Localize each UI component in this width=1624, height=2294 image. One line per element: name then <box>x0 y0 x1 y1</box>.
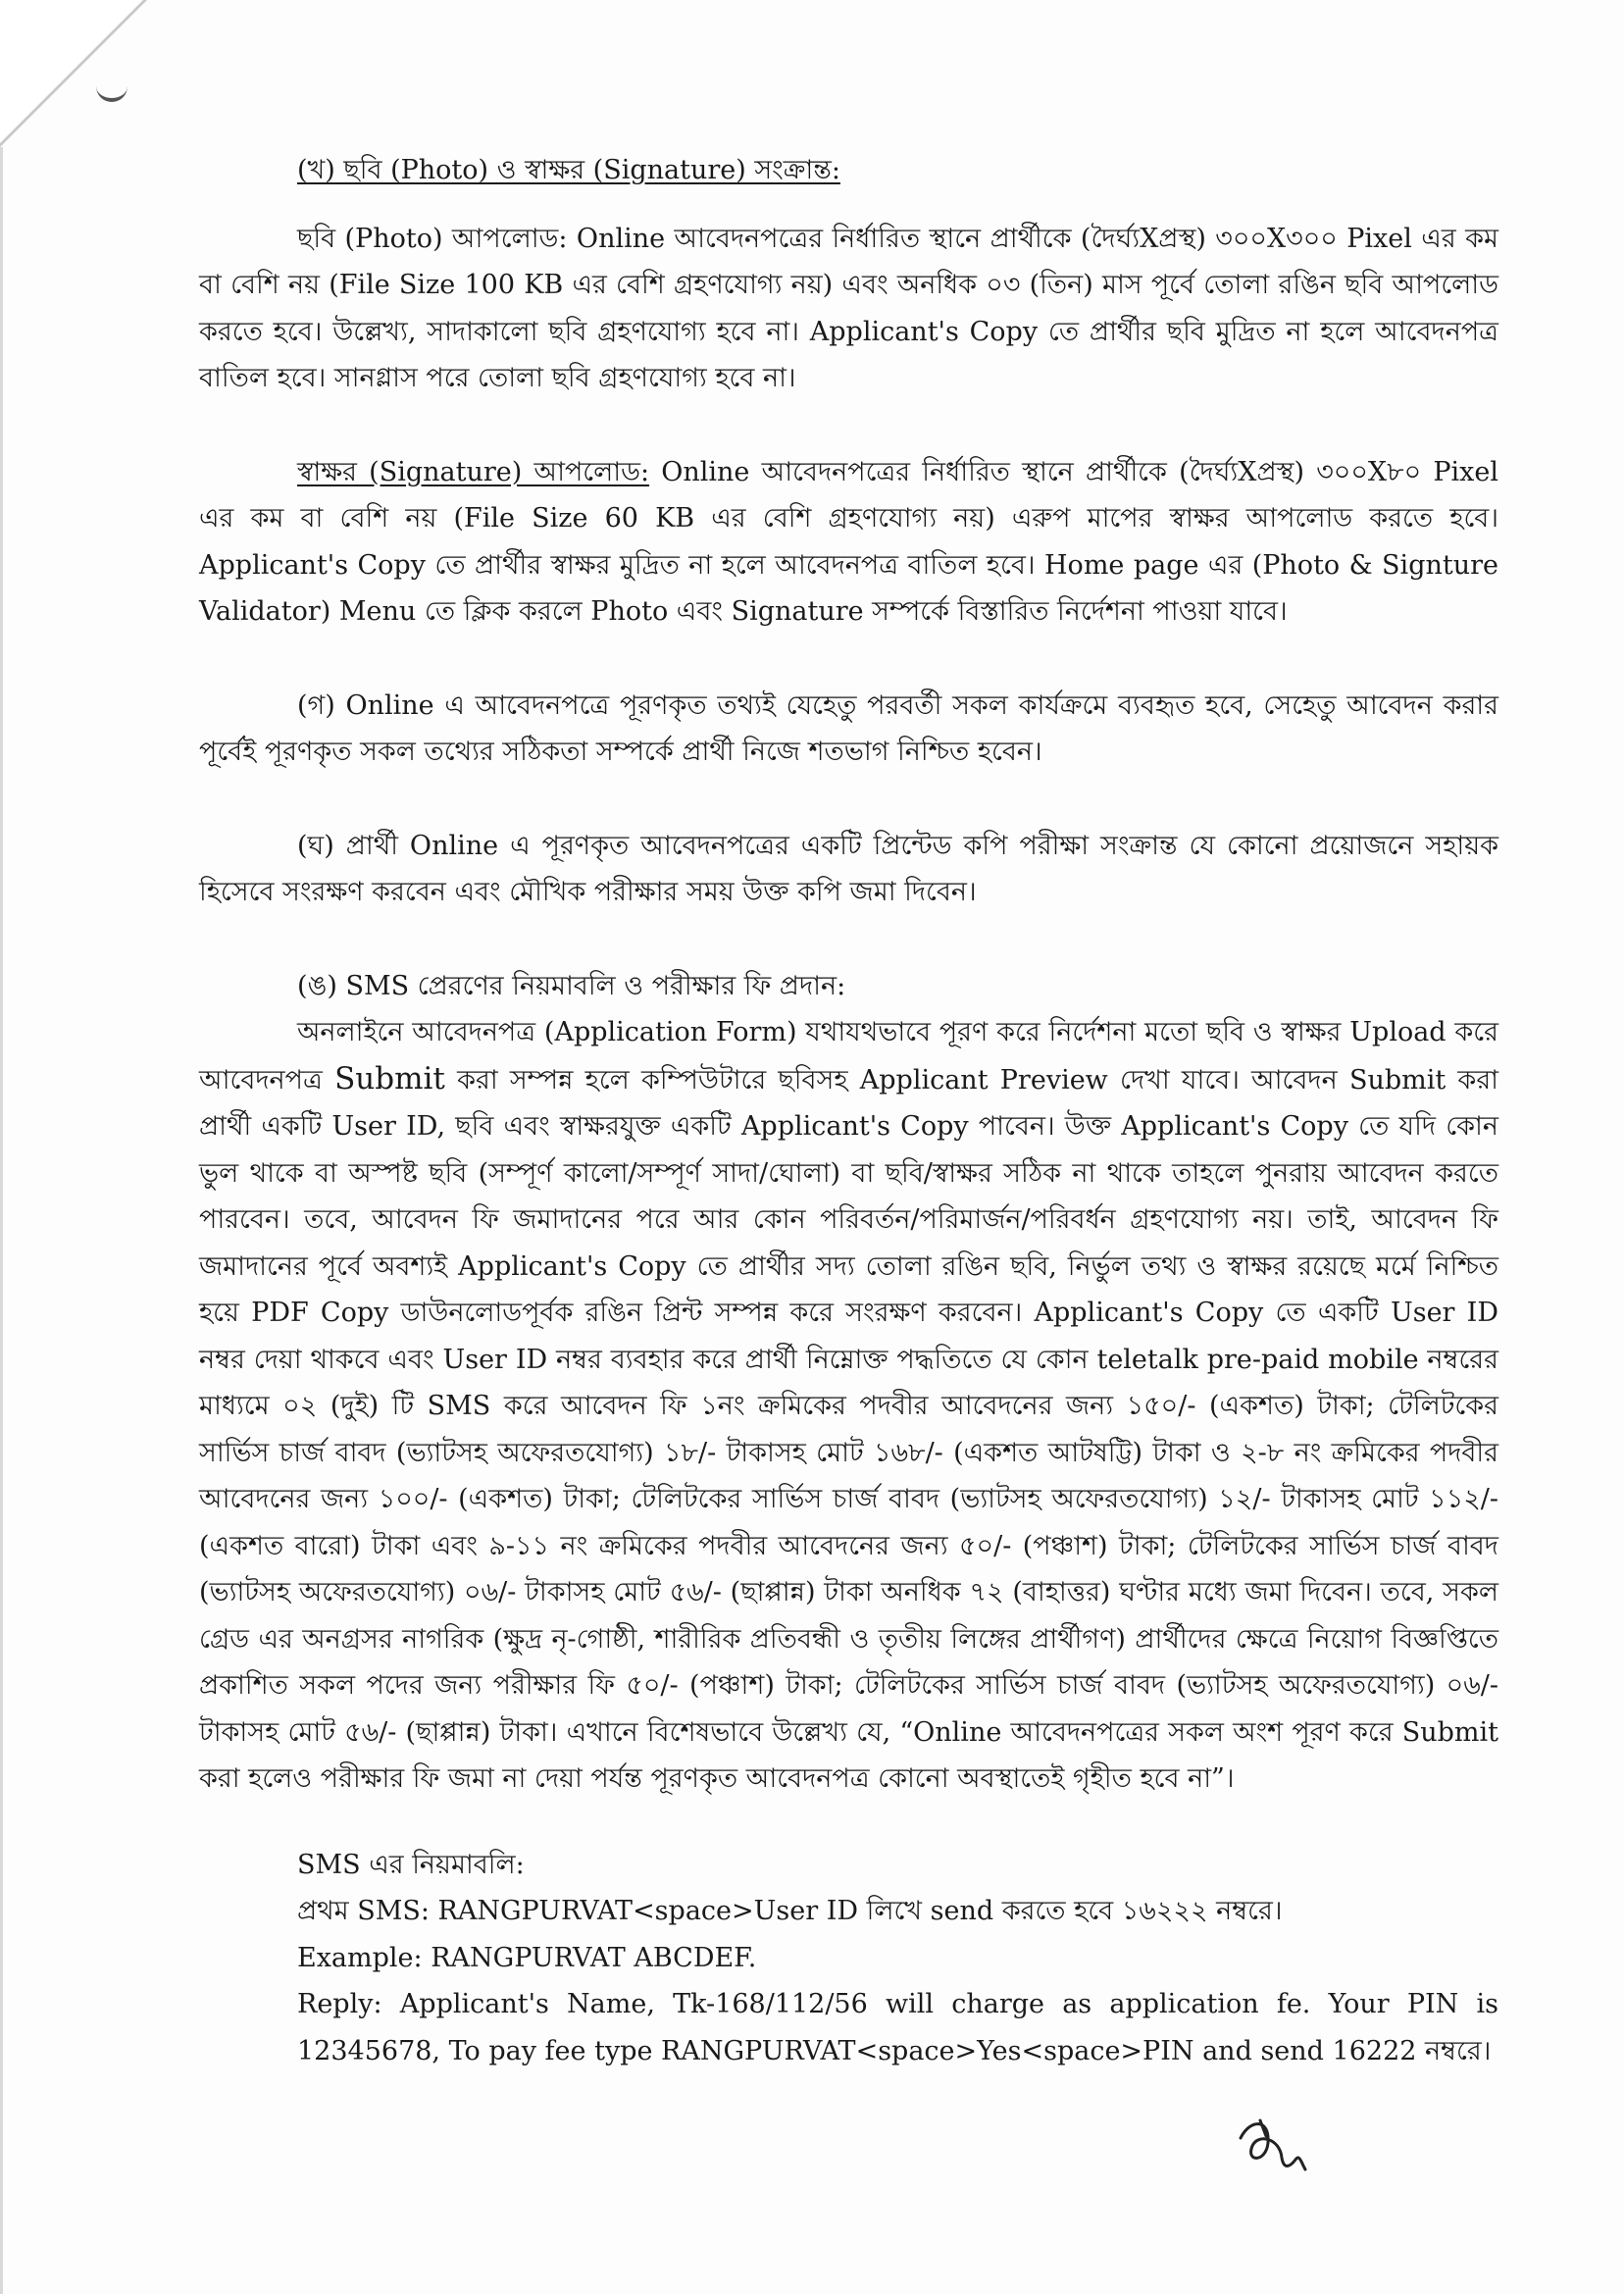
section-uma-body <box>199 1009 1498 1803</box>
document-body <box>199 147 1498 2074</box>
sms-rules-heading: SMS এর নিয়মাবলি: <box>297 1849 525 1880</box>
section-uma-heading: (ঙ) SMS প্রেরণের নিয়মাবলি ও পরীক্ষার ফি প্রদান: <box>297 970 846 1001</box>
page-corner-fold-inner <box>0 0 143 143</box>
signature-upload-text: Online আবেদনপত্রের নির্ধারিত স্থানে প্রার্থীকে (দৈর্ঘ্যXপ্রস্থ) ৩০০X৮০ Pixel এর কম বা বেশি নয় (File Size 60 KB এর বেশি গ্রহণযোগ্য নয়) এরুপ মাপের স্বাক্ষর আপলোড করতে হবে। Applicant's Copy তে প্রার্থীর স্বাক্ষর মুদ্রিত না হলে আবেদনপত্র বাতিল হবে। Home page এর (Photo & Signture Validator) Menu তে ক্লিক করলে Photo এবং Signature সম্পর্কে বিস্তারিত নির্দেশনা পাওয়া যাবে। <box>199 456 1498 627</box>
section-ga-paragraph: (গ) Online এ আবেদনপত্রে পূরণকৃত তথ্যই যেহেতু পরবর্তী সকল কার্যক্রমে ব্যবহৃত হবে, সেহেতু আবেদন করার পূর্বেই পূরণকৃত সকল তথ্যের সঠিকতা সম্পর্কে প্রার্থী নিজে শতভাগ নিশ্চিত হবেন। <box>199 689 1498 767</box>
section-uma-body-part1: অনলাইনে আবেদনপত্র (Application Form) যথাযথভাবে পূরণ করে নির্দেশনা মতো ছবি ও স্বাক্ষর Upload করে আবেদনপত্র <box>199 1017 1498 1096</box>
sms-rules-block <box>199 1842 1498 1982</box>
signature-upload-label: স্বাক্ষর (Signature) আপলোড: <box>297 456 650 487</box>
section-gha-paragraph: (ঘ) প্রার্থী Online এ পূরণকৃত আবেদনপত্রের একটি প্রিন্টেড কপি পরীক্ষা সংক্রান্ত যে কোনো প্রয়োজনে সহায়ক হিসেবে সংরক্ষণ করবেন এবং মৌখিক পরীক্ষার সময় উক্ত কপি জমা দিবেন। <box>199 830 1498 907</box>
page-left-edge <box>0 147 3 2294</box>
sms-rules-reply: Reply: Applicant's Name, Tk-168/112/56 will charge as application fe. Your PIN is 12345678, To pay fee type RANGPURVAT<space>Yes<space>PIN and send 16222 নম্বরে। <box>297 1989 1498 2066</box>
sms-rules-first-sms: প্রথম SMS: RANGPURVAT<space>User ID লিখে send করতে হবে ১৬২২২ নম্বরে। <box>297 1896 1283 1926</box>
photo-upload-paragraph: ছবি (Photo) আপলোড: Online আবেদনপত্রের নির্ধারিত স্থানে প্রার্থীকে (দৈর্ঘ্যXপ্রস্থ) ৩০০X৩০০ Pixel এর কম বা বেশি নয় (File Size 100 KB এর বেশি গ্রহণযোগ্য নয়) এবং অনধিক ০৩ (তিন) মাস পূর্বে তোলা রঙিন ছবি আপলোড করতে হবে। উল্লেখ্য, সাদাকালো ছবি গ্রহণযোগ্য হবে না। Applicant's Copy তে প্রার্থীর ছবি মুদ্রিত না হলে আবেদনপত্র বাতিল হবে। সানগ্লাস পরে তোলা ছবি গ্রহণযোগ্য হবে না। <box>199 223 1498 393</box>
section-uma-body-part2: করা সম্পন্ন হলে কম্পিউটারে ছবিসহ Applicant Preview দেখা যাবে। আবেদন Submit করা প্রার্থী একটি User ID, ছবি এবং স্বাক্ষরযুক্ত একটি Applicant's Copy পাবেন। উক্ত Applicant's Copy তে যদি কোন ভুল থাকে বা অস্পষ্ট ছবি (সম্পূর্ণ কালো/সম্পূর্ণ সাদা/ঘোলা) বা ছবি/স্বাক্ষর সঠিক না থাকে তাহলে পুনরায় আবেদন করতে পারবেন। তবে, আবেদন ফি জমাদানের পরে আর কোন পরিবর্তন/পরিমার্জন/পরিবর্ধন গ্রহণযোগ্য নয়। তাই, আবেদন ফি জমাদানের পূর্বে অবশ্যই Applicant's Copy তে প্রার্থীর সদ্য তোলা রঙিন ছবি, নির্ভুল তথ্য ও স্বাক্ষর রয়েছে মর্মে নিশ্চিত হয়ে PDF Copy ডাউনলোডপূর্বক রঙিন প্রিন্ট সম্পন্ন করে সংরক্ষণ করবেন। Applicant's Copy তে একটি User ID নম্বর দেয়া থাকবে এবং User ID নম্বর ব্যবহার করে প্রার্থী নিম্নোক্ত পদ্ধতিতে যে কোন teletalk pre-paid mobile নম্বরের মাধ্যমে ০২ (দুই) টি SMS করে আবেদন ফি ১নং ক্রমিকের পদবীর আবেদনের জন্য ১৫০/- (একশত) টাকা; টেলিটকের সার্ভিস চার্জ বাবদ (ভ্যাটসহ অফেরতযোগ্য) ১৮/- টাকাসহ মোট ১৬৮/- (একশত আটষট্টি) টাকা ও ২-৮ নং ক্রমিকের পদবীর আবেদনের জন্য ১০০/- (একশত) টাকা; টেলিটকের সার্ভিস চার্জ বাবদ (ভ্যাটসহ অফেরতযোগ্য) ১২/- টাকাসহ মোট ১১২/-(একশত বারো) টাকা এবং ৯-১১ নং ক্রমিকের পদবীর আবেদনের জন্য ৫০/- (পঞ্চাশ) টাকা; টেলিটকের সার্ভিস চার্জ বাবদ (ভ্যাটসহ অফেরতযোগ্য) ০৬/- টাকাসহ মোট ৫৬/- (ছাপ্পান্ন) টাকা অনধিক ৭২ (বাহাত্তর) ঘণ্টার মধ্যে জমা দিবেন। তবে, সকল গ্রেড এর অনগ্রসর নাগরিক (ক্ষুদ্র নৃ-গোষ্ঠী, শারীরিক প্রতিবন্ধী ও তৃতীয় লিঙ্গের প্রার্থীগণ) প্রার্থীদের ক্ষেত্রে নিয়োগ বিজ্ঞপ্তিতে প্রকাশিত সকল পদের জন্য পরীক্ষার ফি ৫০/- (পঞ্চাশ) টাকা; টেলিটকের সার্ভিস চার্জ বাবদ (ভ্যাটসহ অফেরতযোগ্য) ০৬/- টাকাসহ মোট ৫৬/- (ছাপ্পান্ন) টাকা। এখানে বিশেষভাবে উল্লেখ্য যে, “Online আবেদনপত্রের সকল অংশ পূরণ করে Submit করা হলেও পরীক্ষার ফি জমা না দেয়া পর্যন্ত পূরণকৃত আবেদনপত্র কোনো অবস্থাতেই গৃহীত হবে না”। <box>199 1064 1498 1794</box>
submit-word: Submit <box>334 1060 445 1096</box>
sms-rules-example: Example: RANGPURVAT ABCDEF. <box>297 1942 757 1973</box>
handwritten-signature <box>1231 2109 1319 2187</box>
signature-upload-paragraph <box>199 449 1498 636</box>
section-kha-heading: (খ) ছবি (Photo) ও স্বাক্ষর (Signature) সংক্রান্ত: <box>297 155 840 185</box>
